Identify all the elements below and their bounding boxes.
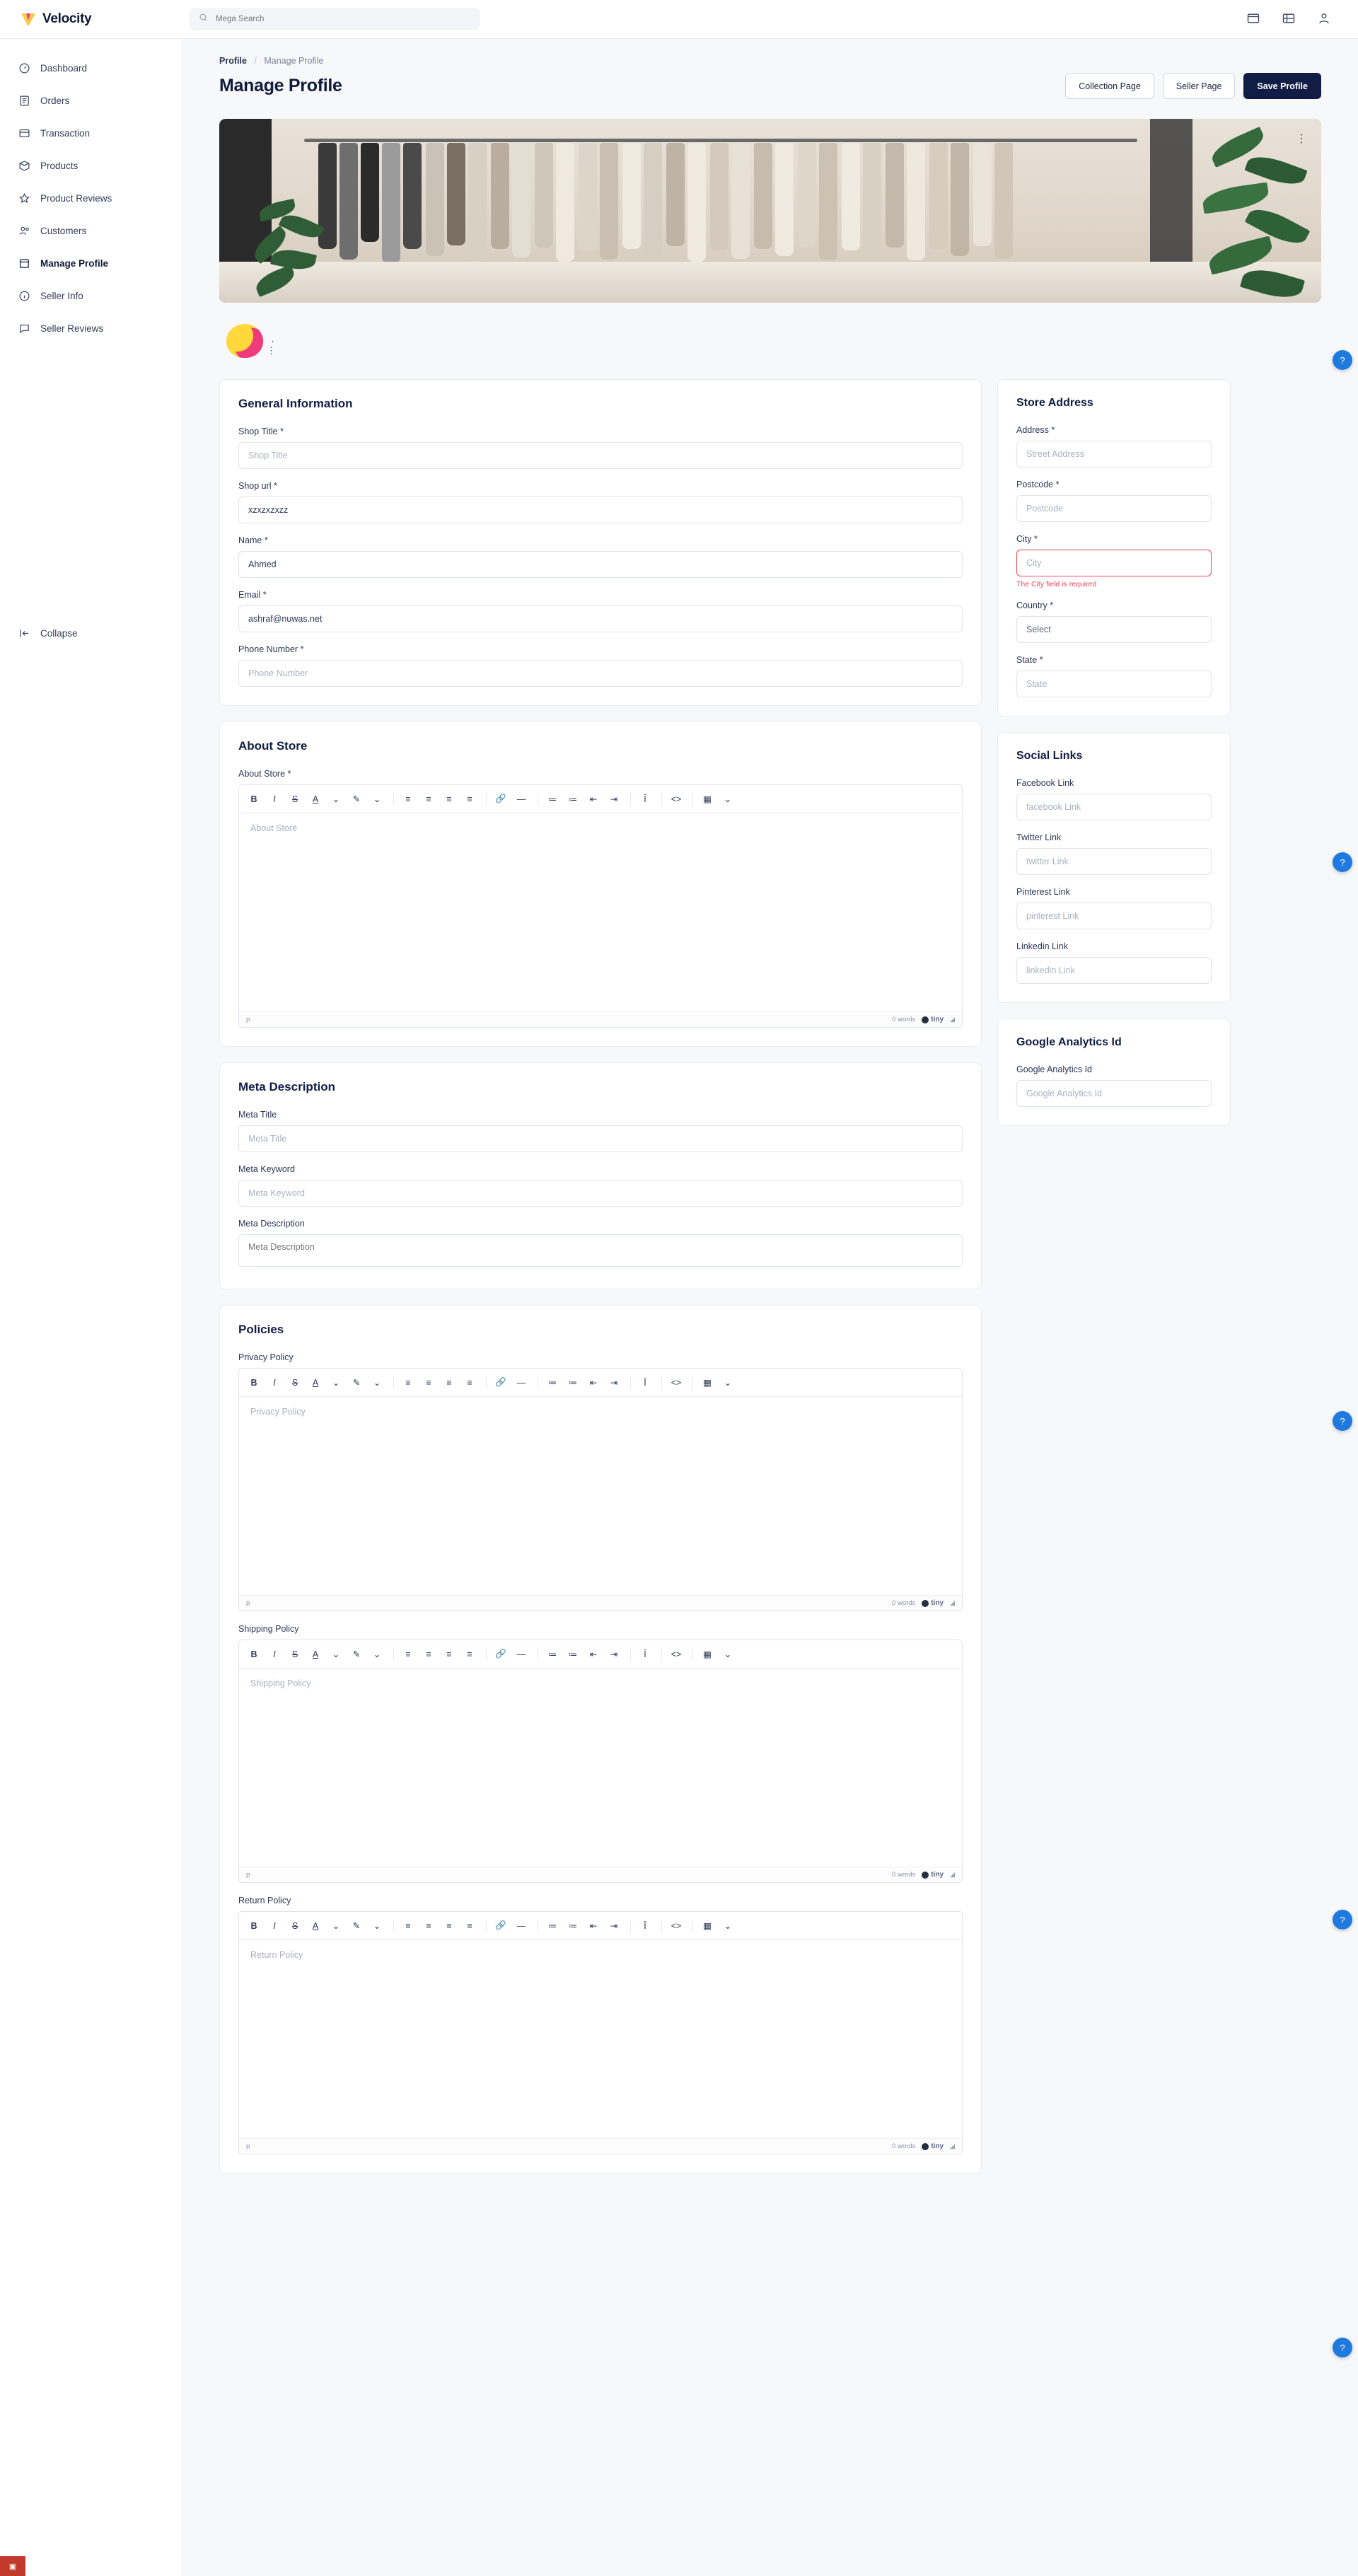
sidebar-item-label: Manage Profile — [40, 257, 109, 269]
banner-options-icon[interactable]: ⋮ — [1296, 133, 1307, 145]
social-links-card — [997, 732, 1231, 1003]
brand-name: Velocity — [42, 11, 92, 26]
text-color-caret-icon[interactable]: ⌄ — [332, 1921, 340, 1931]
indent-icon[interactable]: ⇥ — [610, 794, 618, 804]
city-input[interactable] — [1016, 550, 1212, 576]
google-analytics-label: Google Analytics Id — [1016, 1064, 1093, 1074]
align-justify-icon[interactable]: ≡ — [467, 1920, 472, 1931]
text-color-icon[interactable]: A — [312, 794, 319, 804]
taskbar-chip[interactable]: ▣ — [0, 2556, 25, 2576]
table-icon[interactable]: ▦ — [703, 1921, 712, 1931]
tinymce-badge[interactable]: tiny — [922, 1016, 944, 1023]
bold-icon[interactable]: B — [250, 794, 257, 804]
breadcrumb — [182, 39, 1358, 66]
italic-icon[interactable]: I — [273, 794, 276, 804]
align-left-icon[interactable]: ≡ — [405, 1920, 411, 1931]
bulleted-list-icon[interactable]: ≔ — [568, 794, 578, 804]
strikethrough-icon[interactable]: S — [291, 1920, 298, 1931]
social-links-title: Social Links — [1016, 750, 1083, 762]
link-icon[interactable]: 🔗 — [495, 1920, 506, 1930]
city-field — [1016, 534, 1212, 588]
linkedin-link-field — [1016, 941, 1212, 984]
city-error-message: The City field is required — [1016, 580, 1097, 588]
align-left-icon[interactable]: ≡ — [405, 1377, 411, 1388]
sidebar-item-manage-profile[interactable] — [0, 247, 182, 279]
store-avatar[interactable] — [226, 324, 277, 364]
tinymce-badge[interactable]: tiny — [922, 2142, 944, 2150]
page-header — [182, 66, 1358, 99]
editor-path: p — [246, 1599, 250, 1607]
phone-number-label: Phone Number * — [238, 644, 304, 654]
align-right-icon[interactable]: ≡ — [446, 1377, 452, 1388]
main-content — [182, 39, 1358, 2189]
return-policy-editor[interactable] — [238, 1911, 963, 2154]
strikethrough-icon[interactable]: S — [291, 1377, 298, 1388]
shop-title-input[interactable] — [238, 442, 963, 469]
info-icon — [18, 290, 30, 302]
sidebar-item-label: Customers — [40, 225, 87, 236]
collection-page-button[interactable]: Collection Page — [1065, 73, 1154, 99]
google-analytics-input[interactable] — [1016, 1080, 1212, 1107]
twitter-link-input[interactable] — [1016, 848, 1212, 875]
email-field — [238, 590, 963, 632]
address-input[interactable] — [1016, 441, 1212, 468]
chevron-right-icon — [154, 257, 163, 269]
credit-card-icon — [18, 127, 30, 139]
top-bar — [0, 0, 1358, 39]
align-center-icon[interactable]: ≡ — [426, 794, 431, 804]
search-input[interactable] — [214, 14, 470, 24]
left-column — [219, 379, 982, 2189]
editor-resize-handle[interactable]: ◢ — [950, 1871, 955, 1878]
help-bubble[interactable]: ? — [1333, 1411, 1352, 1431]
top-bar-actions — [1246, 11, 1358, 27]
save-profile-button[interactable]: Save Profile — [1243, 73, 1321, 99]
meta-description-field — [238, 1219, 963, 1270]
help-bubble[interactable]: ? — [1333, 1910, 1352, 1930]
phone-number-input[interactable] — [238, 660, 963, 687]
clear-format-icon[interactable]: Ī — [644, 1649, 646, 1659]
meta-description-title: Meta Description — [238, 1080, 335, 1093]
align-left-icon[interactable]: ≡ — [405, 794, 411, 804]
tinymce-badge[interactable]: tiny — [922, 1871, 944, 1879]
word-count: 0 words — [892, 2142, 916, 2150]
store-icon — [18, 257, 30, 269]
pinterest-link-field — [1016, 887, 1212, 929]
general-information-card — [219, 379, 982, 706]
align-justify-icon[interactable]: ≡ — [467, 1377, 472, 1388]
meta-description-label: Meta Description — [238, 1219, 305, 1229]
word-count: 0 words — [892, 1871, 916, 1879]
avatar-image — [226, 324, 263, 358]
page-title: Manage Profile — [219, 76, 342, 95]
general-information-title: General Information — [238, 397, 353, 410]
facebook-link-input[interactable] — [1016, 794, 1212, 820]
seller-page-button[interactable]: Seller Page — [1163, 73, 1236, 99]
clipboard-icon — [18, 95, 30, 107]
text-color-caret-icon[interactable]: ⌄ — [332, 1378, 340, 1388]
text-color-icon[interactable]: A — [312, 1920, 319, 1931]
linkedin-link-input[interactable] — [1016, 957, 1212, 984]
help-bubble[interactable]: ? — [1333, 852, 1352, 872]
return-policy-label: Return Policy — [238, 1896, 291, 1905]
linkedin-link-label: Linkedin Link — [1016, 941, 1068, 951]
postcode-field — [1016, 480, 1212, 522]
policies-title: Policies — [238, 1323, 284, 1336]
meta-title-input[interactable] — [238, 1125, 963, 1152]
link-icon[interactable]: 🔗 — [495, 1377, 506, 1387]
align-justify-icon[interactable]: ≡ — [467, 1649, 472, 1659]
users-icon — [18, 225, 30, 237]
sidebar-item-dashboard[interactable] — [0, 52, 182, 84]
sidebar-item-orders[interactable] — [0, 84, 182, 117]
sidebar-item-label: Dashboard — [40, 62, 88, 74]
address-field — [1016, 425, 1212, 468]
country-field — [1016, 601, 1212, 643]
text-color-icon[interactable]: A — [312, 1649, 319, 1659]
gauge-icon — [18, 62, 30, 74]
align-justify-icon[interactable]: ≡ — [467, 794, 472, 804]
pinterest-link-label: Pinterest Link — [1016, 887, 1070, 897]
shipping-policy-textarea[interactable]: Shipping Policy — [250, 1678, 311, 1688]
table-caret-icon[interactable]: ⌄ — [724, 1921, 732, 1931]
editor-toolbar — [239, 1912, 962, 1940]
highlight-caret-icon[interactable]: ⌄ — [373, 1649, 381, 1659]
store-address-title: Store Address — [1016, 397, 1093, 409]
editor-toolbar — [239, 785, 962, 813]
grid-icon[interactable] — [1282, 11, 1297, 27]
privacy-policy-editor[interactable] — [238, 1368, 963, 1611]
bulleted-list-icon[interactable]: ≔ — [568, 1378, 578, 1388]
outdent-icon[interactable]: ⇤ — [589, 794, 598, 804]
editor-toolbar — [239, 1369, 962, 1397]
phone-number-field — [238, 644, 963, 687]
state-label: State * — [1016, 655, 1043, 665]
sidebar-item-transaction[interactable] — [0, 117, 182, 149]
avatar-options-icon[interactable]: ⋮ — [267, 345, 277, 356]
editor-resize-handle[interactable]: ◢ — [950, 1599, 955, 1606]
align-right-icon[interactable]: ≡ — [446, 794, 452, 804]
google-analytics-title: Google Analytics Id — [1016, 1036, 1122, 1048]
outdent-icon[interactable]: ⇤ — [589, 1921, 598, 1931]
text-color-caret-icon[interactable]: ⌄ — [332, 794, 340, 804]
city-label: City * — [1016, 534, 1038, 544]
horizontal-rule-icon[interactable]: — — [516, 1649, 526, 1659]
policies-card — [219, 1305, 982, 2174]
highlight-caret-icon[interactable]: ⌄ — [373, 794, 381, 804]
sidebar-item-label: Seller Reviews — [40, 323, 104, 334]
editor-path: p — [246, 1016, 250, 1023]
align-right-icon[interactable]: ≡ — [446, 1649, 452, 1659]
sidebar-item-products[interactable] — [0, 149, 182, 182]
collapse-button[interactable] — [0, 619, 182, 647]
shipping-policy-editor[interactable] — [238, 1640, 963, 1883]
state-input[interactable] — [1016, 671, 1212, 697]
google-analytics-field — [1016, 1064, 1212, 1107]
store-address-card — [997, 379, 1231, 716]
link-icon[interactable]: 🔗 — [495, 1649, 506, 1659]
sidebar-item-label: Products — [40, 160, 79, 171]
editor-status-bar — [239, 1867, 962, 1882]
tinymce-icon — [922, 1872, 929, 1879]
bulleted-list-icon[interactable]: ≔ — [568, 1649, 578, 1659]
numbered-list-icon[interactable]: ≔ — [547, 1921, 557, 1931]
country-selected-value: Select — [1026, 625, 1051, 634]
sidebar — [0, 39, 182, 2576]
name-label: Name * — [238, 535, 268, 545]
align-right-icon[interactable]: ≡ — [446, 1920, 452, 1931]
indent-icon[interactable]: ⇥ — [610, 1649, 618, 1659]
align-center-icon[interactable]: ≡ — [426, 1377, 431, 1388]
right-column — [997, 379, 1231, 1142]
link-icon[interactable]: 🔗 — [495, 794, 506, 803]
outdent-icon[interactable]: ⇤ — [589, 1378, 598, 1388]
brand[interactable] — [0, 11, 182, 28]
numbered-list-icon[interactable]: ≔ — [547, 1649, 557, 1659]
state-field — [1016, 655, 1212, 697]
numbered-list-icon[interactable]: ≔ — [547, 1378, 557, 1388]
editor-status-bar — [239, 2138, 962, 2154]
word-count: 0 words — [892, 1016, 916, 1023]
horizontal-rule-icon[interactable]: — — [516, 1377, 526, 1388]
twitter-link-label: Twitter Link — [1016, 832, 1062, 842]
editor-resize-handle[interactable]: ◢ — [950, 2142, 955, 2149]
meta-keyword-input[interactable] — [238, 1180, 963, 1207]
table-caret-icon[interactable]: ⌄ — [724, 1649, 732, 1659]
user-icon[interactable] — [1317, 11, 1333, 27]
country-select[interactable] — [1016, 616, 1212, 643]
facebook-link-field — [1016, 778, 1212, 820]
editor-path: p — [246, 1871, 250, 1879]
outdent-icon[interactable]: ⇤ — [589, 1649, 598, 1659]
highlight-color-icon[interactable]: ✎ — [352, 1649, 361, 1659]
box-icon — [18, 160, 30, 172]
name-field — [238, 535, 963, 578]
breadcrumb-separator: / — [254, 56, 257, 66]
highlight-caret-icon[interactable]: ⌄ — [373, 1378, 381, 1388]
italic-icon[interactable]: I — [273, 1920, 276, 1931]
text-color-icon[interactable]: A — [312, 1377, 319, 1388]
bulleted-list-icon[interactable]: ≔ — [568, 1921, 578, 1931]
text-color-caret-icon[interactable]: ⌄ — [332, 1649, 340, 1659]
align-center-icon[interactable]: ≡ — [426, 1920, 431, 1931]
highlight-color-icon[interactable]: ✎ — [352, 794, 361, 804]
bold-icon[interactable]: B — [250, 1377, 257, 1388]
highlight-color-icon[interactable]: ✎ — [352, 1921, 361, 1931]
highlight-color-icon[interactable]: ✎ — [352, 1378, 361, 1388]
editor-resize-handle[interactable]: ◢ — [950, 1016, 955, 1023]
meta-description-textarea[interactable] — [238, 1234, 963, 1267]
email-label: Email * — [238, 590, 267, 600]
help-bubble[interactable]: ? — [1333, 350, 1352, 370]
meta-keyword-label: Meta Keyword — [238, 1164, 295, 1174]
google-analytics-card — [997, 1019, 1231, 1126]
star-icon — [18, 192, 30, 204]
twitter-link-field — [1016, 832, 1212, 875]
clear-format-icon[interactable]: Ī — [644, 794, 646, 804]
email-input[interactable] — [238, 605, 963, 632]
about-store-textarea[interactable]: About Store — [250, 823, 298, 833]
search-box[interactable] — [190, 8, 480, 30]
shipping-policy-label: Shipping Policy — [238, 1624, 299, 1634]
meta-title-label: Meta Title — [238, 1110, 277, 1120]
about-store-title: About Store — [238, 739, 308, 753]
sidebar-item-product-reviews[interactable] — [0, 182, 182, 214]
tinymce-icon — [922, 1016, 929, 1023]
word-count: 0 words — [892, 1599, 916, 1607]
bold-icon[interactable]: B — [250, 1920, 257, 1931]
table-icon[interactable]: ▦ — [703, 1649, 712, 1659]
clear-format-icon[interactable]: Ī — [644, 1377, 646, 1388]
sidebar-item-label: Product Reviews — [40, 192, 112, 204]
sidebar-item-seller-info[interactable] — [0, 279, 182, 312]
table-icon[interactable]: ▦ — [703, 1378, 712, 1388]
highlight-caret-icon[interactable]: ⌄ — [373, 1921, 381, 1931]
code-icon[interactable]: <> — [671, 1920, 682, 1931]
shop-title-field — [238, 427, 963, 469]
help-bubble[interactable]: ? — [1333, 2338, 1352, 2357]
shop-title-label: Shop Title * — [238, 427, 284, 436]
italic-icon[interactable]: I — [273, 1649, 276, 1659]
sidebar-item-seller-reviews[interactable] — [0, 312, 182, 344]
editor-status-bar — [239, 1595, 962, 1611]
shop-url-input[interactable] — [238, 497, 963, 523]
search-icon — [199, 13, 208, 25]
window-icon[interactable] — [1246, 11, 1262, 27]
breadcrumb-parent[interactable]: Profile — [219, 56, 247, 66]
header-actions — [1065, 73, 1321, 99]
return-policy-textarea[interactable]: Return Policy — [250, 1950, 303, 1960]
form-columns — [182, 364, 1358, 2189]
breadcrumb-current: Manage Profile — [264, 56, 324, 66]
horizontal-rule-icon[interactable]: — — [516, 1920, 526, 1931]
name-input[interactable] — [238, 551, 963, 578]
privacy-policy-label: Privacy Policy — [238, 1352, 294, 1362]
comment-icon — [18, 323, 30, 335]
code-icon[interactable]: <> — [671, 1377, 682, 1388]
code-icon[interactable]: <> — [671, 1649, 682, 1659]
about-store-label: About Store * — [238, 769, 291, 779]
shop-url-label: Shop url * — [238, 481, 277, 491]
meta-title-field — [238, 1110, 963, 1152]
align-left-icon[interactable]: ≡ — [405, 1649, 411, 1659]
postcode-label: Postcode * — [1016, 480, 1060, 489]
privacy-policy-textarea[interactable]: Privacy Policy — [250, 1407, 306, 1417]
store-banner-image[interactable] — [219, 119, 1321, 303]
italic-icon[interactable]: I — [273, 1377, 276, 1388]
editor-path: p — [246, 2142, 250, 2150]
collapse-icon — [18, 627, 30, 639]
tinymce-badge[interactable]: tiny — [922, 1599, 944, 1607]
banner-photo — [219, 119, 1321, 303]
country-label: Country * — [1016, 601, 1054, 610]
horizontal-rule-icon[interactable]: — — [516, 794, 526, 804]
postcode-input[interactable] — [1016, 495, 1212, 522]
indent-icon[interactable]: ⇥ — [610, 1921, 618, 1931]
facebook-link-label: Facebook Link — [1016, 778, 1074, 788]
strikethrough-icon[interactable]: S — [291, 794, 298, 804]
table-caret-icon[interactable]: ⌄ — [724, 1378, 732, 1388]
bold-icon[interactable]: B — [250, 1649, 257, 1659]
strikethrough-icon[interactable]: S — [291, 1649, 298, 1659]
numbered-list-icon[interactable]: ≔ — [547, 794, 557, 804]
sidebar-item-customers[interactable] — [0, 214, 182, 247]
indent-icon[interactable]: ⇥ — [610, 1378, 618, 1388]
tinymce-icon — [922, 1600, 929, 1607]
address-label: Address * — [1016, 425, 1055, 435]
pinterest-link-input[interactable] — [1016, 903, 1212, 929]
editor-status-bar — [239, 1011, 962, 1027]
clear-format-icon[interactable]: Ī — [644, 1920, 646, 1931]
meta-description-card — [219, 1062, 982, 1289]
about-store-editor[interactable] — [238, 784, 963, 1028]
editor-toolbar — [239, 1640, 962, 1669]
sidebar-item-label: Orders — [40, 95, 70, 106]
collapse-label: Collapse — [40, 627, 78, 639]
align-center-icon[interactable]: ≡ — [426, 1649, 431, 1659]
about-store-card — [219, 721, 982, 1047]
code-icon[interactable]: <> — [671, 794, 682, 804]
table-icon[interactable]: ▦ — [703, 794, 712, 804]
table-caret-icon[interactable]: ⌄ — [724, 794, 732, 804]
sidebar-item-label: Seller Info — [40, 290, 83, 301]
shop-url-field — [238, 481, 963, 523]
tinymce-icon — [922, 2143, 929, 2150]
meta-keyword-field — [238, 1164, 963, 1207]
velocity-logo-icon — [20, 11, 37, 28]
avatar-caption: , — [272, 334, 274, 344]
sidebar-item-label: Transaction — [40, 127, 91, 139]
